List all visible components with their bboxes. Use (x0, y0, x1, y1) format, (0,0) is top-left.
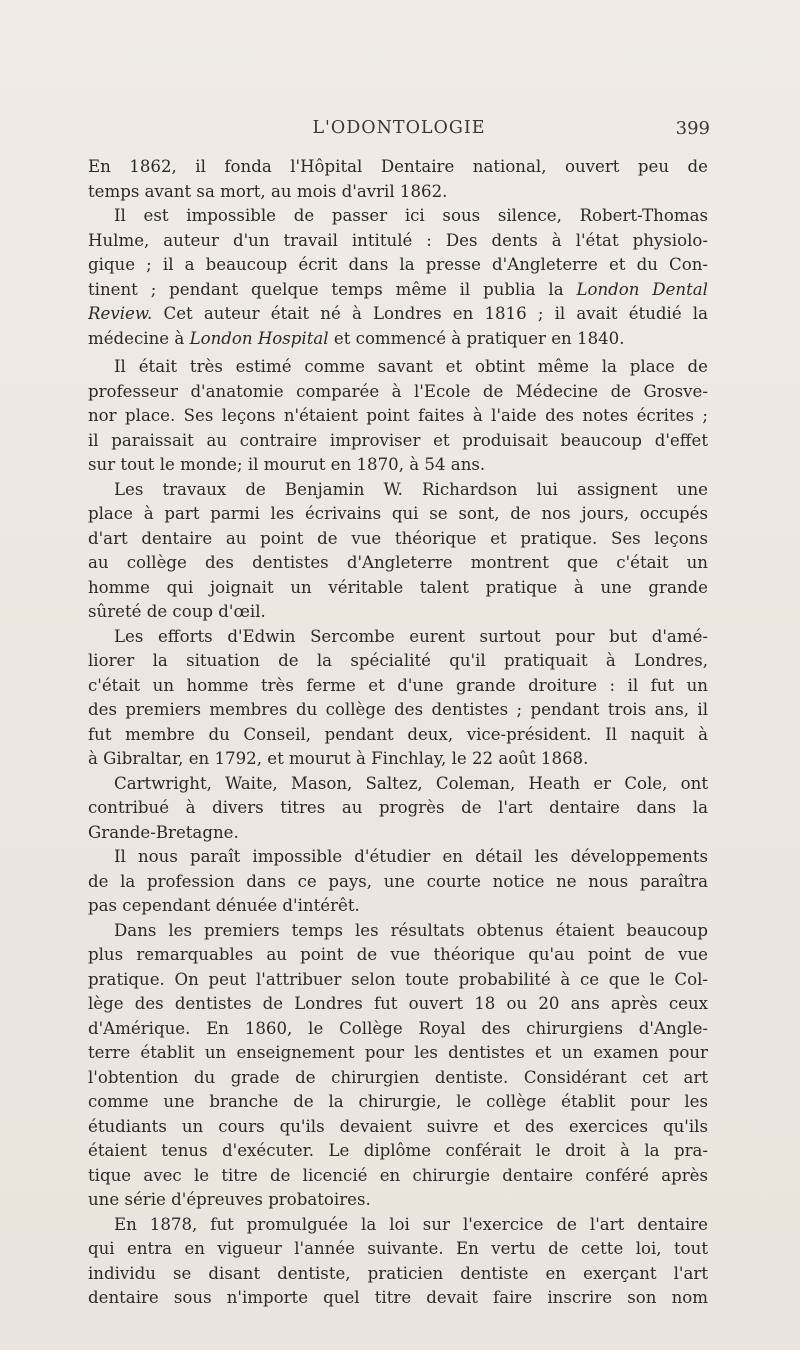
hospital-name: London Hospital (189, 328, 329, 348)
text-line: lège des dentistes de Londres fut ouvert 18 ou 20 ans après ceux (88, 994, 708, 1013)
text-line: des premiers membres du collège des dentistes ; pendant trois ans, il (88, 700, 708, 719)
text-line: contribué à divers titres au progrès de l'art dentaire dans la (88, 798, 708, 817)
body-text (88, 155, 708, 1311)
text-line: Les travaux de Benjamin W. Richardson lui assignent une (114, 479, 708, 499)
journal-title: Review. (88, 304, 153, 323)
text-line: pas cependant dénuée d'intérêt. (88, 896, 360, 915)
text-line: tique avec le titre de licencié en chirurgie dentaire conféré après (88, 1165, 708, 1185)
text-line: d'art dentaire au point de vue théorique et pratique. Ses leçons (88, 528, 708, 548)
text-line: individu se disant dentiste, praticien dentiste en exerçant l'art (88, 1263, 708, 1283)
text-line (88, 278, 708, 303)
text-line: pratique. On peut l'attribuer selon toute probabilité à ce que le Col- (88, 969, 708, 989)
text-line (88, 302, 708, 327)
text-line: étudiants un cours qu'ils devaient suivre et des exercices qu'ils (88, 1116, 708, 1136)
text-line: l'obtention du grade de chirurgien dentiste. Considérant cet art (88, 1067, 708, 1087)
text-line: il paraissait au contraire improviser et produisait beaucoup d'effet (88, 430, 708, 450)
text-line (88, 327, 708, 352)
text-line: Dans les premiers temps les résultats obtenus étaient beaucoup (114, 920, 708, 940)
page-header (88, 118, 710, 144)
text-line: comme une branche de la chirurgie, le collège établit pour les (88, 1092, 708, 1111)
text-line: Les efforts d'Edwin Sercombe eurent surtout pour but d'amé- (114, 626, 708, 646)
text-line: Hulme, auteur d'un travail intitulé : Des dents à l'état physiolo- (88, 230, 708, 250)
text-line: Il nous paraît impossible d'étudier en détail les développements (114, 847, 708, 866)
text-line: sur tout le monde; il mourut en 1870, à 54 ans. (88, 455, 486, 474)
text-line: dentaire sous n'importe quel titre devait faire inscrire son nom (88, 1288, 708, 1307)
text-line: terre établit un enseignement pour les dentistes et un examen pour (88, 1043, 708, 1062)
text-line: Grande-Bretagne. (88, 822, 239, 842)
text-line: fut membre du Conseil, pendant deux, vice-président. Il naquit à (88, 724, 708, 744)
text-line: d'Amérique. En 1860, le Collège Royal des chirurgiens d'Angle- (88, 1018, 708, 1038)
text-line: sûreté de coup d'œil. (88, 602, 266, 621)
text-line: professeur d'anatomie comparée à l'Ecole de Médecine de Grosve- (88, 381, 708, 401)
text-line: une série d'épreuves probatoires. (88, 1190, 371, 1209)
text-line: temps avant sa mort, au mois d'avril 1862. (88, 181, 448, 201)
text-line: étaient tenus d'exécuter. Le diplôme conférait le droit à la pra- (88, 1141, 708, 1160)
text-line: gique ; il a beaucoup écrit dans la presse d'Angleterre et du Con- (88, 255, 708, 274)
text-line: Cartwright, Waite, Mason, Saltez, Coleman, Heath er Cole, ont (114, 773, 708, 793)
text-line: nor place. Ses leçons n'étaient point faites à l'aide des notes écrites ; (88, 406, 708, 425)
text-line: plus remarquables au point de vue théorique qu'au point de vue (88, 945, 708, 964)
text-span: et commencé à pratiquer en 1840. (333, 328, 625, 348)
text-line: qui entra en vigueur l'année suivante. En vertu de cette loi, tout (88, 1239, 708, 1258)
text-line: place à part parmi les écrivains qui se sont, de nos jours, occupés (88, 504, 708, 523)
journal-title: London Dental (576, 279, 708, 299)
text-span: médecine à (88, 328, 185, 348)
running-title: L'ODONTOLOGIE (312, 118, 486, 138)
text-line: Il était très estimé comme savant et obtint même la place de (114, 357, 708, 376)
text-line: au collège des dentistes d'Angleterre montrent que c'était un (88, 553, 708, 572)
text-line: à Gibraltar, en 1792, et mourut à Finchlay, le 22 août 1868. (88, 749, 589, 768)
text-line: En 1862, il fonda l'Hôpital Dentaire national, ouvert peu de (88, 157, 708, 176)
text-line: Il est impossible de passer ici sous silence, Robert-Thomas (114, 206, 708, 225)
text-line: de la profession dans ce pays, une courte notice ne nous paraîtra (88, 871, 708, 891)
text-line: homme qui joignait un véritable talent pratique à une grande (88, 577, 708, 597)
text-span: Cet auteur était né à Londres en 1816 ; il avait étudié la (163, 304, 708, 323)
text-line: liorer la situation de la spécialité qu'il pratiquait à Londres, (88, 651, 708, 670)
page-number: 399 (675, 118, 710, 139)
text-span: tinent ; pendant quelque temps même il publia la (88, 279, 564, 299)
text-line: En 1878, fut promulguée la loi sur l'exercice de l'art dentaire (114, 1214, 708, 1234)
text-line: c'était un homme très ferme et d'une grande droiture : il fut un (88, 675, 708, 695)
